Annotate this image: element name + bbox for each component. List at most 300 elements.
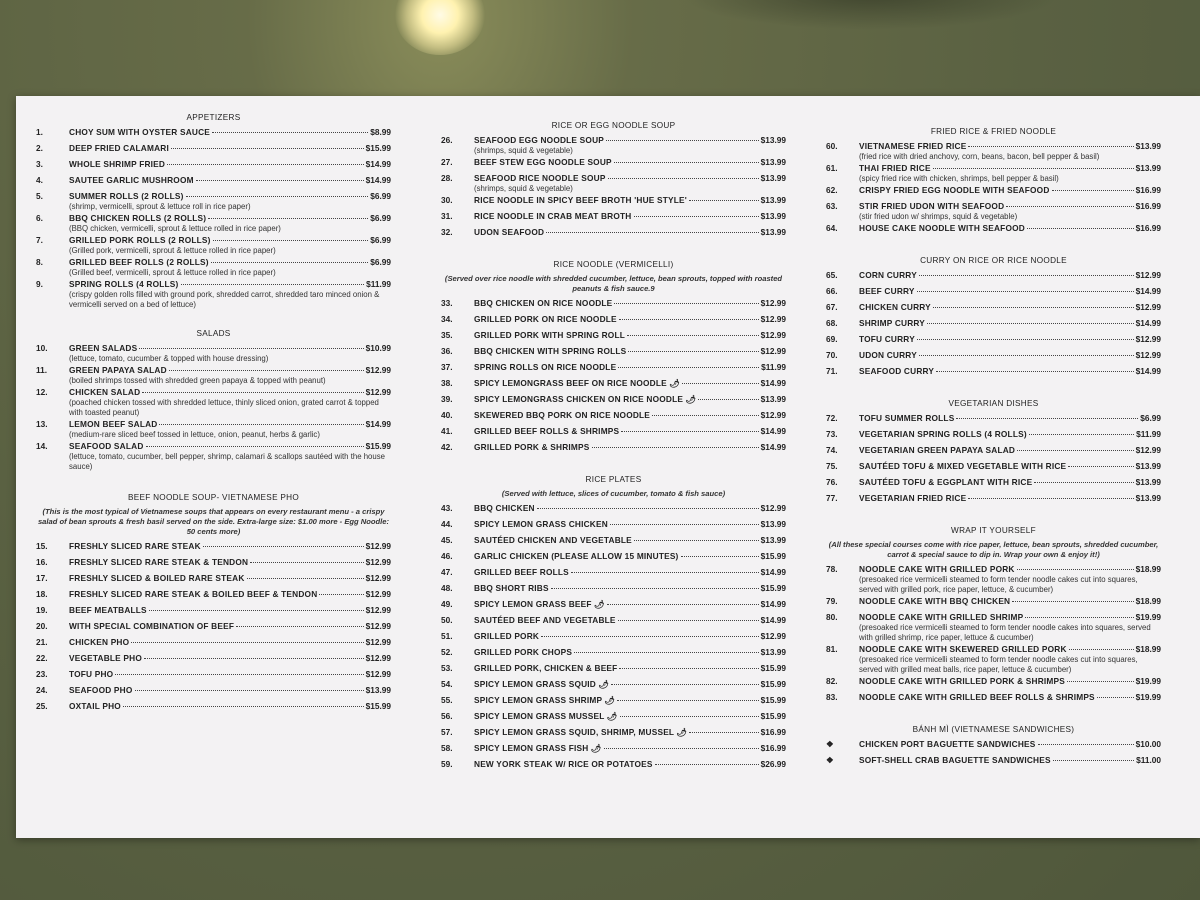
item-spacer bbox=[826, 504, 1161, 509]
item-number: 73. bbox=[826, 429, 838, 439]
item-price: $13.99 bbox=[1135, 141, 1161, 151]
item-name: TOFU SUMMER ROLLS bbox=[859, 413, 955, 423]
dot-leader bbox=[592, 447, 759, 448]
dot-leader bbox=[681, 556, 759, 557]
dot-leader bbox=[618, 620, 759, 621]
item-description: (medium-rare sliced beef tossed in lettuce, onion, peanut, herbs & garlic) bbox=[69, 430, 320, 439]
item-number: 35. bbox=[441, 330, 453, 340]
dot-leader bbox=[135, 690, 364, 691]
item-name: GARLIC CHICKEN (PLEASE ALLOW 15 MINUTES) bbox=[474, 551, 679, 561]
item-name: SPICY LEMON GRASS CHICKEN bbox=[474, 519, 608, 529]
dot-leader bbox=[319, 594, 363, 595]
item-name: LEMON BEEF SALAD bbox=[69, 419, 158, 429]
item-number: 80. bbox=[826, 612, 838, 622]
item-name: GRILLED PORK ON RICE NOODLE bbox=[474, 314, 617, 324]
dot-leader bbox=[619, 668, 758, 669]
item-name: SEAFOOD CURRY bbox=[859, 366, 935, 376]
item-name: FRESHLY SLICED RARE STEAK bbox=[69, 541, 201, 551]
dot-leader bbox=[634, 216, 759, 217]
menu-item bbox=[36, 669, 391, 680]
item-number: 58. bbox=[441, 743, 453, 753]
item-name: SHRIMP CURRY bbox=[859, 318, 926, 328]
item-price: $12.99 bbox=[365, 365, 391, 375]
menu-section bbox=[441, 120, 786, 243]
menu-item bbox=[441, 711, 786, 722]
dot-leader bbox=[208, 218, 368, 219]
menu-item bbox=[36, 605, 391, 616]
item-number: 23. bbox=[36, 669, 48, 679]
item-price: $12.99 bbox=[365, 669, 391, 679]
dot-leader bbox=[1017, 450, 1134, 451]
menu-item bbox=[441, 663, 786, 674]
item-number: 64. bbox=[826, 223, 838, 233]
item-price: $11.00 bbox=[1136, 755, 1161, 765]
item-price: $12.99 bbox=[1135, 270, 1161, 280]
item-price: $13.99 bbox=[760, 211, 786, 221]
item-name: BEEF CURRY bbox=[859, 286, 915, 296]
item-description: (Grilled pork, vermicelli, sprout & lettuce rolled in rice paper) bbox=[69, 246, 276, 255]
item-description: (crispy golden rolls filled with ground pork, shredded carrot, shredded taro minced onion & vermicelli served on a bed of lettuce) bbox=[69, 290, 380, 309]
dot-leader bbox=[181, 284, 365, 285]
item-number: 79. bbox=[826, 596, 838, 606]
menu-item bbox=[826, 201, 1161, 212]
item-price: $16.99 bbox=[760, 743, 786, 753]
menu-item bbox=[36, 235, 391, 246]
item-price: $13.99 bbox=[760, 394, 786, 404]
item-price: $13.99 bbox=[1135, 493, 1161, 503]
menu-item bbox=[441, 679, 786, 690]
item-price: $15.99 bbox=[365, 441, 391, 451]
menu-column-right bbox=[826, 126, 1161, 771]
item-description: (boiled shrimps tossed with shredded green papaya & topped with peanut) bbox=[69, 376, 326, 385]
item-name: SEAFOOD SALAD bbox=[69, 441, 144, 451]
item-number: 45. bbox=[441, 535, 453, 545]
item-price: $14.99 bbox=[760, 426, 786, 436]
menu-item bbox=[36, 257, 391, 268]
item-price: $14.99 bbox=[365, 175, 391, 185]
dot-leader bbox=[186, 196, 369, 197]
plate-shadow bbox=[680, 0, 1060, 30]
item-name: BBQ CHICKEN bbox=[474, 503, 535, 513]
menu-section bbox=[826, 255, 1161, 382]
item-number: 47. bbox=[441, 567, 453, 577]
item-price: $6.99 bbox=[1140, 413, 1161, 423]
menu-section bbox=[36, 328, 391, 472]
menu-item bbox=[441, 567, 786, 578]
dot-leader bbox=[1034, 482, 1133, 483]
dot-leader bbox=[571, 572, 759, 573]
item-number: 60. bbox=[826, 141, 838, 151]
menu-item bbox=[826, 366, 1161, 377]
item-price: $12.99 bbox=[1135, 302, 1161, 312]
item-name: NOODLE CAKE WITH SKEWERED GRILLED PORK bbox=[859, 644, 1067, 654]
item-name: FRESHLY SLICED RARE STEAK & TENDON bbox=[69, 557, 249, 567]
menu-item bbox=[441, 346, 786, 357]
item-description: (Grilled beef, vermicelli, sprout & lettuce rolled in rice paper) bbox=[69, 268, 276, 277]
item-number: 77. bbox=[826, 493, 838, 503]
item-number: 4. bbox=[36, 175, 43, 185]
item-number: 44. bbox=[441, 519, 453, 529]
item-number: 71. bbox=[826, 366, 838, 376]
menu-section bbox=[826, 126, 1161, 239]
dot-leader bbox=[1052, 190, 1134, 191]
dot-leader bbox=[144, 658, 364, 659]
item-price: $12.99 bbox=[760, 503, 786, 513]
dot-leader bbox=[1097, 697, 1134, 698]
menu-item bbox=[826, 477, 1161, 488]
dot-leader bbox=[1006, 206, 1133, 207]
item-spacer bbox=[826, 766, 1161, 771]
item-price: $6.99 bbox=[370, 257, 391, 267]
item-price: $12.99 bbox=[365, 637, 391, 647]
item-price: $12.99 bbox=[365, 573, 391, 583]
item-name: GRILLED PORK CHOPS bbox=[474, 647, 573, 657]
dot-leader bbox=[933, 168, 1134, 169]
item-name: NOODLE CAKE WITH BBQ CHICKEN bbox=[859, 596, 1011, 606]
item-name: CRISPY FRIED EGG NOODLE WITH SEAFOOD bbox=[859, 185, 1050, 195]
menu-item bbox=[441, 535, 786, 546]
dot-leader bbox=[1068, 466, 1133, 467]
item-price: $15.99 bbox=[760, 551, 786, 561]
item-name: FRESHLY SLICED RARE STEAK & BOILED BEEF & TENDON bbox=[69, 589, 318, 599]
item-price: $14.99 bbox=[760, 567, 786, 577]
section-note: (All these special courses come with rice paper, lettuce, bean sprouts, shredded cucumber, carrot & special sauce to dip in. Wrap your own & enjoy it!) bbox=[828, 540, 1159, 559]
item-number: 12. bbox=[36, 387, 48, 397]
dot-leader bbox=[917, 291, 1134, 292]
menu-item bbox=[441, 410, 786, 421]
section-title: RICE PLATES bbox=[585, 475, 642, 484]
item-number: 10. bbox=[36, 343, 48, 353]
item-price: $13.99 bbox=[1135, 477, 1161, 487]
item-price: $13.99 bbox=[760, 195, 786, 205]
dot-leader bbox=[933, 307, 1134, 308]
item-name: SKEWERED BBQ PORK ON RICE NOODLE bbox=[474, 410, 651, 420]
item-price: $10.00 bbox=[1135, 739, 1161, 749]
item-name: SPICY LEMON GRASS SQUID 🌶 bbox=[474, 679, 610, 689]
dot-leader bbox=[634, 540, 759, 541]
item-name: BBQ CHICKEN ON RICE NOODLE bbox=[474, 298, 613, 308]
item-name: NEW YORK STEAK W/ RICE OR POTATOES bbox=[474, 759, 653, 769]
item-name: SPICY LEMON GRASS MUSSEL 🌶 bbox=[474, 711, 618, 721]
item-price: $11.99 bbox=[366, 279, 391, 289]
dot-leader bbox=[614, 162, 759, 163]
item-name: GRILLED BEEF ROLLS bbox=[474, 567, 569, 577]
section-title: FRIED RICE & FRIED NOODLE bbox=[930, 127, 1057, 136]
item-number: 59. bbox=[441, 759, 453, 769]
item-name: NOODLE CAKE WITH GRILLED PORK bbox=[859, 564, 1015, 574]
item-name: GRILLED PORK ROLLS (2 ROLLS) bbox=[69, 235, 211, 245]
item-number: 18. bbox=[36, 589, 48, 599]
item-description: (spicy fried rice with chicken, shrimps, bell pepper & basil) bbox=[859, 174, 1059, 183]
dot-leader bbox=[1027, 228, 1134, 229]
item-number: 52. bbox=[441, 647, 453, 657]
item-number: 16. bbox=[36, 557, 48, 567]
item-number: 2. bbox=[36, 143, 43, 153]
menu-column-left bbox=[36, 112, 391, 717]
dot-leader bbox=[149, 610, 364, 611]
item-price: $14.99 bbox=[1135, 366, 1161, 376]
item-spacer bbox=[826, 377, 1161, 382]
item-number: 30. bbox=[441, 195, 453, 205]
menu-item bbox=[441, 615, 786, 626]
item-number: 15. bbox=[36, 541, 48, 551]
menu-section bbox=[441, 474, 786, 775]
item-name: GRILLED BEEF ROLLS (2 ROLLS) bbox=[69, 257, 209, 267]
item-name: CHICKEN SALAD bbox=[69, 387, 141, 397]
item-spacer bbox=[441, 238, 786, 243]
item-name: BBQ CHICKEN ROLLS (2 ROLLS) bbox=[69, 213, 207, 223]
item-price: $12.99 bbox=[1135, 334, 1161, 344]
dot-leader bbox=[927, 323, 1134, 324]
item-number: 7. bbox=[36, 235, 43, 245]
menu-item bbox=[36, 573, 391, 584]
menu-item bbox=[441, 551, 786, 562]
dot-leader bbox=[250, 562, 363, 563]
dot-leader bbox=[1069, 649, 1134, 650]
menu-item bbox=[441, 298, 786, 309]
item-name: BEEF MEATBALLS bbox=[69, 605, 147, 615]
dot-leader bbox=[131, 642, 363, 643]
item-number: 50. bbox=[441, 615, 453, 625]
menu-item bbox=[441, 583, 786, 594]
item-name: CHICKEN CURRY bbox=[859, 302, 931, 312]
item-number: 81. bbox=[826, 644, 838, 654]
menu-item bbox=[441, 227, 786, 238]
item-number: 26. bbox=[441, 135, 453, 145]
item-number: 25. bbox=[36, 701, 48, 711]
section-title: CURRY ON RICE OR RICE NOODLE bbox=[920, 256, 1067, 265]
menu-item bbox=[826, 755, 1161, 766]
item-number: 76. bbox=[826, 477, 838, 487]
item-name: VEGETARIAN FRIED RICE bbox=[859, 493, 967, 503]
item-name: SPICY LEMONGRASS CHICKEN ON RICE NOODLE 🌶 bbox=[474, 394, 697, 404]
dot-leader bbox=[968, 498, 1133, 499]
item-price: $13.99 bbox=[760, 135, 786, 145]
dot-leader bbox=[628, 351, 758, 352]
item-spacer bbox=[36, 712, 391, 717]
menu-item bbox=[826, 596, 1161, 607]
dot-leader bbox=[142, 392, 363, 393]
item-name: OXTAIL PHO bbox=[69, 701, 121, 711]
item-number: 78. bbox=[826, 564, 838, 574]
menu-item bbox=[36, 343, 391, 354]
item-price: $13.99 bbox=[760, 227, 786, 237]
menu-item bbox=[826, 445, 1161, 456]
menu-item bbox=[441, 647, 786, 658]
item-price: $12.99 bbox=[365, 653, 391, 663]
menu-item bbox=[36, 653, 391, 664]
menu-item bbox=[36, 589, 391, 600]
item-price: $19.99 bbox=[1135, 692, 1161, 702]
menu-item bbox=[826, 185, 1161, 196]
item-name: SAUTÉED TOFU & EGGPLANT WITH RICE bbox=[859, 477, 1033, 487]
item-number: 13. bbox=[36, 419, 48, 429]
item-price: $12.99 bbox=[365, 541, 391, 551]
item-number: 56. bbox=[441, 711, 453, 721]
item-number: 68. bbox=[826, 318, 838, 328]
menu-item bbox=[826, 270, 1161, 281]
dot-leader bbox=[618, 367, 759, 368]
menu-item bbox=[441, 426, 786, 437]
dot-leader bbox=[1053, 760, 1134, 761]
item-number: 74. bbox=[826, 445, 838, 455]
item-price: $12.99 bbox=[760, 631, 786, 641]
item-name: FRESHLY SLICED & BOILED RARE STEAK bbox=[69, 573, 245, 583]
item-description: (presoaked rice vermicelli steamed to form tender noodle cakes into squares, served with grilled shrimp, rice paper, lettuce & cucumber) bbox=[859, 623, 1151, 642]
menu-item bbox=[441, 743, 786, 754]
item-description: (presoaked rice vermicelli steamed to form tender noodle cakes cut into squares, served with grilled pork, rice paper, lettuce, & cucumber) bbox=[859, 575, 1138, 594]
item-number: 14. bbox=[36, 441, 48, 451]
item-description: (shrimps, squid & vegetable) bbox=[474, 184, 573, 193]
item-spacer bbox=[441, 770, 786, 775]
menu-item bbox=[36, 143, 391, 154]
dot-leader bbox=[169, 370, 364, 371]
menu-item bbox=[441, 135, 786, 146]
section-title: APPETIZERS bbox=[186, 113, 241, 122]
dot-leader bbox=[621, 431, 758, 432]
item-number: 34. bbox=[441, 314, 453, 324]
item-name: VEGETARIAN GREEN PAPAYA SALAD bbox=[859, 445, 1016, 455]
item-number: 82. bbox=[826, 676, 838, 686]
menu-item bbox=[441, 157, 786, 168]
menu-item bbox=[826, 302, 1161, 313]
item-number: 21. bbox=[36, 637, 48, 647]
item-description: (lettuce, tomato, cucumber, bell pepper, shrimp, calamari & scallops sautéed with the house sauce) bbox=[69, 452, 385, 471]
item-price: $13.99 bbox=[760, 173, 786, 183]
menu-item bbox=[441, 759, 786, 770]
dot-leader bbox=[159, 424, 363, 425]
dot-leader bbox=[682, 383, 759, 384]
menu-item bbox=[36, 159, 391, 170]
item-name: BEEF STEW EGG NOODLE SOUP bbox=[474, 157, 612, 167]
lamp-glare bbox=[395, 0, 485, 55]
dot-leader bbox=[1017, 569, 1134, 570]
item-price: $12.99 bbox=[760, 298, 786, 308]
item-description: (poached chicken tossed with shredded lettuce, thinly sliced onion, grated carrot & topped with toasted peanut) bbox=[69, 398, 379, 417]
item-price: $6.99 bbox=[370, 213, 391, 223]
item-price: $14.99 bbox=[760, 378, 786, 388]
item-price: $13.99 bbox=[1135, 163, 1161, 173]
menu-item bbox=[36, 279, 391, 290]
item-number: 32. bbox=[441, 227, 453, 237]
item-number: 65. bbox=[826, 270, 838, 280]
item-name: GRILLED PORK & SHRIMPS bbox=[474, 442, 590, 452]
item-number: 11. bbox=[36, 365, 48, 375]
item-price: $11.99 bbox=[1136, 429, 1161, 439]
menu-item bbox=[441, 727, 786, 738]
menu-item bbox=[36, 175, 391, 186]
dot-leader bbox=[689, 732, 758, 733]
item-number: 62. bbox=[826, 185, 838, 195]
item-name: TOFU CURRY bbox=[859, 334, 915, 344]
menu-item bbox=[826, 141, 1161, 152]
menu-item bbox=[441, 503, 786, 514]
menu-item bbox=[441, 442, 786, 453]
item-number: 46. bbox=[441, 551, 453, 561]
item-name: VIETNAMESE FRIED RICE bbox=[859, 141, 967, 151]
dot-leader bbox=[211, 262, 369, 263]
item-name: NOODLE CAKE WITH GRILLED PORK & SHRIMPS bbox=[859, 676, 1066, 686]
dot-leader bbox=[541, 636, 759, 637]
item-price: $12.99 bbox=[760, 314, 786, 324]
menu-item bbox=[36, 419, 391, 430]
item-price: $14.99 bbox=[1135, 318, 1161, 328]
item-price: $12.99 bbox=[760, 330, 786, 340]
item-price: $12.99 bbox=[365, 387, 391, 397]
item-price: $11.99 bbox=[761, 362, 786, 372]
item-price: $12.99 bbox=[1135, 445, 1161, 455]
item-name: SPRING ROLLS (4 ROLLS) bbox=[69, 279, 179, 289]
item-price: $12.99 bbox=[365, 589, 391, 599]
dot-leader bbox=[196, 180, 364, 181]
menu-item bbox=[441, 173, 786, 184]
item-number: ❖ bbox=[826, 739, 834, 749]
item-name: SPICY LEMON GRASS SQUID, SHRIMP, MUSSEL 🌶 bbox=[474, 727, 688, 737]
item-price: $16.99 bbox=[760, 727, 786, 737]
item-price: $14.99 bbox=[760, 615, 786, 625]
item-price: $13.99 bbox=[365, 685, 391, 695]
menu-item bbox=[36, 191, 391, 202]
item-name: SPICY LEMON GRASS FISH 🌶 bbox=[474, 743, 602, 753]
dot-leader bbox=[956, 418, 1138, 419]
item-number: 66. bbox=[826, 286, 838, 296]
item-name: CORN CURRY bbox=[859, 270, 917, 280]
item-number: 24. bbox=[36, 685, 48, 695]
menu-item bbox=[826, 163, 1161, 174]
item-name: SPICY LEMON GRASS SHRIMP 🌶 bbox=[474, 695, 616, 705]
item-name: SEAFOOD EGG NOODLE SOUP bbox=[474, 135, 604, 145]
item-number: 51. bbox=[441, 631, 453, 641]
item-price: $15.99 bbox=[365, 143, 391, 153]
item-name: THAI FRIED RICE bbox=[859, 163, 931, 173]
section-note: (Served with lettuce, slices of cucumber, tomato & fish sauce) bbox=[501, 489, 726, 498]
menu-item bbox=[826, 286, 1161, 297]
dot-leader bbox=[236, 626, 363, 627]
item-name: DEEP FRIED CALAMARI bbox=[69, 143, 169, 153]
item-number: 19. bbox=[36, 605, 48, 615]
dot-leader bbox=[919, 355, 1134, 356]
item-description: (shrimps, squid & vegetable) bbox=[474, 146, 573, 155]
dot-leader bbox=[247, 578, 364, 579]
dot-leader bbox=[608, 178, 759, 179]
item-price: $12.99 bbox=[365, 621, 391, 631]
dot-leader bbox=[652, 415, 759, 416]
item-name: HOUSE CAKE NOODLE WITH SEAFOOD bbox=[859, 223, 1025, 233]
item-price: $15.99 bbox=[760, 583, 786, 593]
item-price: $14.99 bbox=[760, 442, 786, 452]
item-price: $15.99 bbox=[365, 701, 391, 711]
item-number: 20. bbox=[36, 621, 48, 631]
item-price: $14.99 bbox=[760, 599, 786, 609]
item-name: NOODLE CAKE WITH GRILLED BEEF ROLLS & SHRIMPS bbox=[859, 692, 1095, 702]
dot-leader bbox=[1067, 681, 1134, 682]
item-number: 36. bbox=[441, 346, 453, 356]
item-number: 28. bbox=[441, 173, 453, 183]
menu-item bbox=[441, 394, 786, 405]
item-number: 3. bbox=[36, 159, 43, 169]
item-description: (stir fried udon w/ shrimps, squid & vegetable) bbox=[859, 212, 1018, 221]
item-name: WHOLE SHRIMP FRIED bbox=[69, 159, 166, 169]
item-price: $16.99 bbox=[1135, 185, 1161, 195]
item-name: NOODLE CAKE WITH GRILLED SHRIMP bbox=[859, 612, 1024, 622]
item-price: $18.99 bbox=[1135, 564, 1161, 574]
dot-leader bbox=[213, 240, 369, 241]
menu-item bbox=[36, 621, 391, 632]
dot-leader bbox=[968, 146, 1133, 147]
menu-item bbox=[36, 441, 391, 452]
item-name: SAUTÉED TOFU & MIXED VEGETABLE WITH RICE bbox=[859, 461, 1067, 471]
item-price: $18.99 bbox=[1135, 644, 1161, 654]
